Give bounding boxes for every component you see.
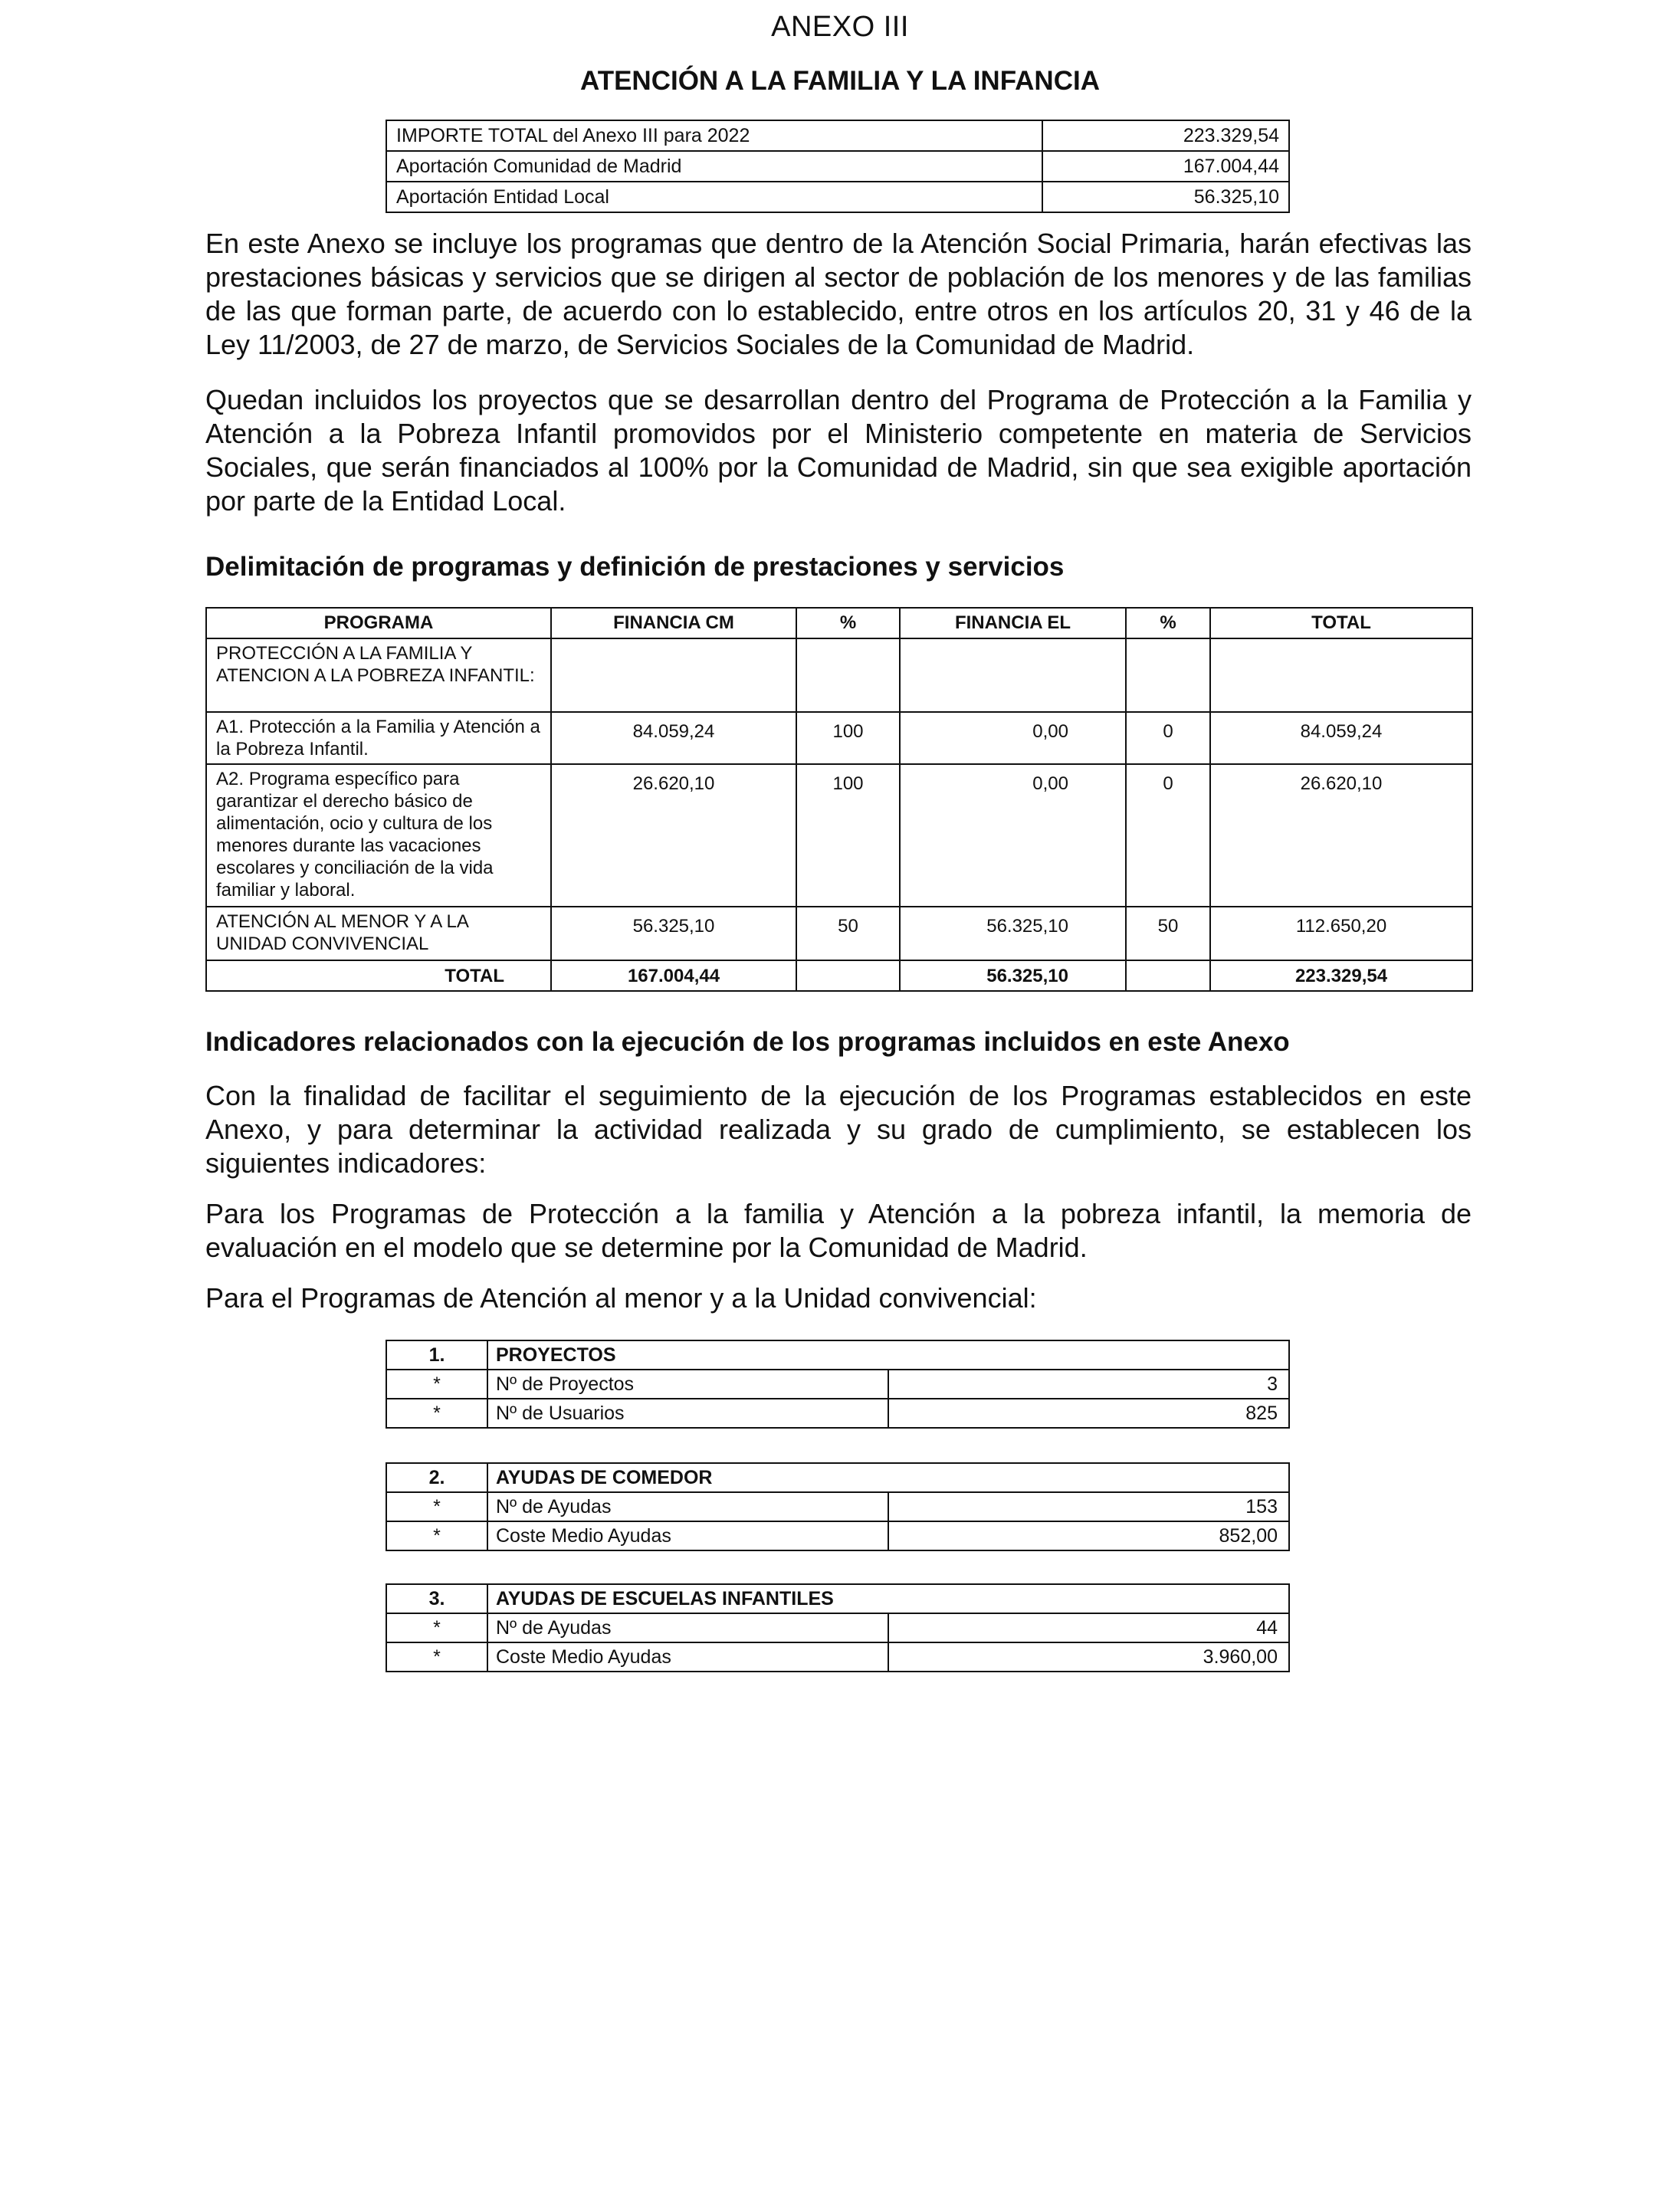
table-row [206,907,1472,960]
indicator-table-comedor [386,1462,1290,1551]
indicator-value: 3.960,00 [888,1642,1289,1672]
indicator-label: Nº de Usuarios [487,1399,888,1428]
column-header: TOTAL [1210,608,1472,638]
indicator-label: Nº de Ayudas [487,1613,888,1642]
percent-el-value: 0 [1126,712,1210,764]
indicator-label: Nº de Proyectos [487,1370,888,1399]
percent-cm-total [796,960,900,991]
table-row [386,1492,1289,1521]
indicator-number: 1. [386,1340,487,1370]
bullet: * [386,1642,487,1672]
indicator-value: 44 [888,1613,1289,1642]
financia-el-value: 0,00 [900,764,1126,907]
cell [796,638,900,712]
programs-table [205,607,1473,992]
programs-heading: Delimitación de programas y definición de prestaciones y servicios [205,552,1065,582]
table-row [386,1642,1289,1672]
indicator-table-proyectos [386,1340,1290,1429]
column-header: PROGRAMA [206,608,551,638]
financia-cm-value: 26.620,10 [551,764,796,907]
page-title: ATENCIÓN A LA FAMILIA Y LA INFANCIA [580,66,1100,96]
table-row [206,712,1472,764]
financia-el-value: 0,00 [900,712,1126,764]
indicator-title: AYUDAS DE ESCUELAS INFANTILES [487,1584,1289,1613]
table-row [386,182,1289,212]
column-header: FINANCIA EL [900,608,1126,638]
totals-label: Aportación Entidad Local [386,182,1042,212]
indicator-value: 852,00 [888,1521,1289,1550]
totals-label: Aportación Comunidad de Madrid [386,151,1042,182]
bullet: * [386,1613,487,1642]
indicator-number: 3. [386,1584,487,1613]
table-row [386,1370,1289,1399]
percent-cm-value: 50 [796,907,900,960]
totals-value: 56.325,10 [1042,182,1289,212]
table-row [386,151,1289,182]
financia-el-value: 56.325,10 [900,907,1126,960]
indicator-value: 3 [888,1370,1289,1399]
percent-el-value: 50 [1126,907,1210,960]
indicator-table-escuelas [386,1583,1290,1672]
indicator-label: Coste Medio Ayudas [487,1642,888,1672]
percent-cm-value: 100 [796,764,900,907]
financia-cm-value: 56.325,10 [551,907,796,960]
program-name: A1. Protección a la Familia y Atención a la Pobreza Infantil. [206,712,551,764]
column-header: % [1126,608,1210,638]
intro-paragraph-2: Quedan incluidos los proyectos que se desarrollan dentro del Programa de Protección a la Familia y Atención a la Pobreza Infantil promovidos por el Ministerio competente en materia de Servicios Sociales, que serán financiados al 100% por la Comunidad de Madrid, sin que sea exigible aportación por parte de la Entidad Local. [205,384,1472,517]
bullet: * [386,1521,487,1550]
total-value: 26.620,10 [1210,764,1472,907]
indicator-value: 825 [888,1399,1289,1428]
indicator-header-row [386,1584,1289,1613]
table-row [206,638,1472,712]
indicator-number: 2. [386,1463,487,1492]
percent-cm-value: 100 [796,712,900,764]
totals-value: 167.004,44 [1042,151,1289,182]
indicator-label: Coste Medio Ayudas [487,1521,888,1550]
table-row [386,1399,1289,1428]
table-row [386,120,1289,151]
financia-el-total: 56.325,10 [900,960,1126,991]
total-value: 112.650,20 [1210,907,1472,960]
indicators-heading: Indicadores relacionados con la ejecución de los programas incluidos en este Anexo [205,1027,1290,1057]
indicators-paragraph-3: Para el Programas de Atención al menor y a la Unidad convivencial: [205,1282,1037,1314]
program-name: A2. Programa específico para garantizar el derecho básico de alimentación, ocio y cultura de los menores durante las vacaciones escolares y conciliación de la vida familiar y laboral. [206,764,551,907]
table-row [386,1521,1289,1550]
financia-cm-value: 84.059,24 [551,712,796,764]
table-row [386,1613,1289,1642]
grand-total: 223.329,54 [1210,960,1472,991]
intro-paragraph-1: En este Anexo se incluye los programas que dentro de la Atención Social Primaria, harán efectivas las prestaciones básicas y servicios que se dirigen al sector de población de los menores y de las familias de las que forman parte, de acuerdo con lo establecido, entre otros en los artículos 20, 31 y 46 de la Ley 11/2003, de 27 de marzo, de Servicios Sociales de la Comunidad de Madrid. [205,228,1472,360]
financia-cm-total: 167.004,44 [551,960,796,991]
indicator-label: Nº de Ayudas [487,1492,888,1521]
indicator-title: PROYECTOS [487,1340,1289,1370]
total-value: 84.059,24 [1210,712,1472,764]
bullet: * [386,1492,487,1521]
cell [1126,638,1210,712]
indicators-paragraph-2: Para los Programas de Protección a la familia y Atención a la pobreza infantil, la memoria de evaluación en el modelo que se determine por la Comunidad de Madrid. [205,1198,1472,1263]
totals-value: 223.329,54 [1042,120,1289,151]
bullet: * [386,1399,487,1428]
cell [900,638,1126,712]
column-header: FINANCIA CM [551,608,796,638]
table-row [206,764,1472,907]
totals-label: IMPORTE TOTAL del Anexo III para 2022 [386,120,1042,151]
program-name: ATENCIÓN AL MENOR Y A LA UNIDAD CONVIVENCIAL [206,907,551,960]
program-name: PROTECCIÓN A LA FAMILIA Y ATENCION A LA POBREZA INFANTIL: [206,638,551,712]
total-label: TOTAL [206,960,551,991]
bullet: * [386,1370,487,1399]
annex-title: ANEXO III [771,11,909,43]
indicator-header-row [386,1340,1289,1370]
indicator-value: 153 [888,1492,1289,1521]
percent-el-value: 0 [1126,764,1210,907]
budget-totals-table [386,120,1290,213]
cell [1210,638,1472,712]
indicators-paragraph-1: Con la finalidad de facilitar el seguimiento de la ejecución de los Programas establecidos en este Anexo, y para determinar la actividad realizada y su grado de cumplimiento, se establecen los siguientes indicadores: [205,1080,1472,1179]
percent-el-total [1126,960,1210,991]
column-header: % [796,608,900,638]
table-total-row [206,960,1472,991]
indicator-header-row [386,1463,1289,1492]
indicator-title: AYUDAS DE COMEDOR [487,1463,1289,1492]
cell [551,638,796,712]
table-header-row [206,608,1472,638]
